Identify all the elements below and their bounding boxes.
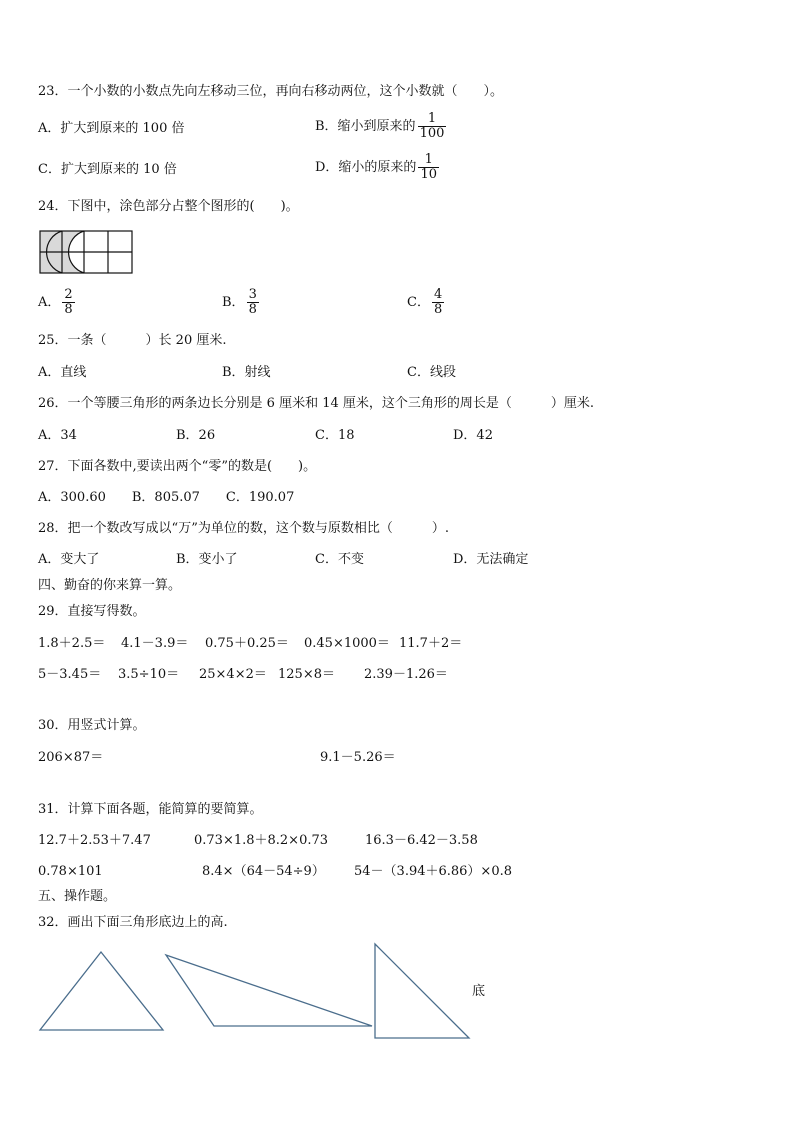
- q24-option-b: [222, 288, 259, 317]
- q29-stem: 29．直接写得数。: [38, 604, 146, 619]
- fraction-denominator: 8: [64, 302, 73, 317]
- fraction-numerator: 4: [433, 287, 443, 302]
- fraction-3-8: [247, 288, 259, 317]
- q31-row1-item: 16.3－6.42－3.58: [365, 833, 478, 848]
- q24-option-b-label: B．: [222, 295, 245, 310]
- q31-row2-item: 8.4×（64－54÷9）: [202, 864, 325, 879]
- fraction-4-8: [432, 288, 444, 317]
- q28-option-b: B．变小了: [176, 552, 238, 567]
- q24-stem: 24．下图中，涂色部分占整个图形的( )。: [38, 199, 299, 214]
- fraction-2-8: [62, 288, 74, 317]
- q32-stem: 32．画出下面三角形底边上的高.: [38, 915, 228, 930]
- q29-row1-item: 0.75＋0.25＝: [205, 636, 289, 651]
- q28-option-c: C．不变: [315, 552, 364, 567]
- q30-stem: 30．用竖式计算。: [38, 718, 146, 733]
- q29-row1-item: 1.8＋2.5＝: [38, 636, 106, 651]
- q29-row1-item: 4.1－3.9＝: [121, 636, 189, 651]
- q31-row1-item: 0.73×1.8＋8.2×0.73: [194, 833, 329, 848]
- q31-row1-item: 12.7＋2.53＋7.47: [38, 833, 151, 848]
- base-label: 底: [472, 984, 486, 999]
- q24-option-c-label: C．: [407, 295, 430, 310]
- q31-stem: 31．计算下面各题，能简算的要简算。: [38, 802, 263, 817]
- q23-option-b-label: B．缩小到原来的: [315, 119, 416, 134]
- triangle-right: [375, 944, 469, 1038]
- q24-option-a: [38, 288, 75, 317]
- q25-option-c: C．线段: [407, 365, 456, 380]
- q32-triangles: [40, 944, 469, 1038]
- section-4-heading: 四、勤奋的你来算一算。: [38, 578, 182, 593]
- q26-stem: 26．一个等腰三角形的两条边长分别是 6 厘米和 14 厘米，这个三角形的周长是（ ）厘米.: [38, 396, 595, 411]
- section-5-heading: 五、操作题。: [38, 889, 117, 904]
- q30-item: 9.1－5.26＝: [320, 750, 396, 765]
- q28-option-a: A．变大了: [38, 552, 100, 567]
- q29-row2-item: 125×8＝: [278, 667, 335, 682]
- q27-options: A．300.60 B．805.07 C．190.07: [38, 490, 295, 505]
- fraction-numerator: 1: [427, 111, 437, 126]
- fraction-denominator: 8: [248, 302, 257, 317]
- fraction-denominator: 10: [420, 167, 437, 182]
- q28-option-d: D．无法确定: [453, 552, 529, 567]
- q23-option-a: A．扩大到原来的 100 倍: [38, 121, 185, 136]
- q24-option-c: [407, 288, 444, 317]
- q26-option-d: D．42: [453, 428, 493, 443]
- q30-item: 206×87＝: [38, 750, 104, 765]
- q27-stem: 27．下面各数中,要读出两个“零”的数是( )。: [38, 459, 317, 474]
- q26-option-b: B．26: [176, 428, 216, 443]
- q26-option-a: A．34: [38, 428, 77, 443]
- q31-row2-item: 0.78×101: [38, 864, 103, 879]
- q25-option-a: A．直线: [38, 365, 87, 380]
- q23-option-d-label: D．缩小的原来的: [315, 160, 417, 175]
- q29-row2-item: 5－3.45＝: [38, 667, 102, 682]
- q31-row2-item: 54－（3.94＋6.86）×0.8: [354, 864, 512, 879]
- q24-option-a-label: A．: [38, 295, 61, 310]
- q29-row1-item: 0.45×1000＝: [304, 636, 390, 651]
- q29-row2-item: 2.39－1.26＝: [364, 667, 448, 682]
- q23-stem: 23．一个小数的小数点先向左移动三位，再向右移动两位，这个小数就（ ）。: [38, 84, 504, 99]
- q29-row2-item: 3.5÷10＝: [118, 667, 180, 682]
- triangle-obtuse: [166, 955, 372, 1026]
- q25-stem: 25．一条（ ）长 20 厘米.: [38, 333, 227, 348]
- fraction-denominator: 8: [433, 302, 443, 317]
- q25-option-b: B．射线: [222, 365, 271, 380]
- q26-option-c: C．18: [315, 428, 355, 443]
- fraction-numerator: 3: [248, 287, 257, 302]
- triangle-acute: [40, 952, 163, 1030]
- fraction-numerator: 2: [64, 287, 73, 302]
- fraction-denominator: 100: [419, 126, 445, 141]
- q29-row1-item: 11.7＋2＝: [399, 636, 463, 651]
- fraction-numerator: 1: [424, 152, 433, 167]
- q23-option-c: C．扩大到原来的 10 倍: [38, 162, 177, 177]
- q28-stem: 28．把一个数改写成以“万”为单位的数，这个数与原数相比（ ）.: [38, 521, 449, 536]
- q29-row2-item: 25×4×2＝: [199, 667, 267, 682]
